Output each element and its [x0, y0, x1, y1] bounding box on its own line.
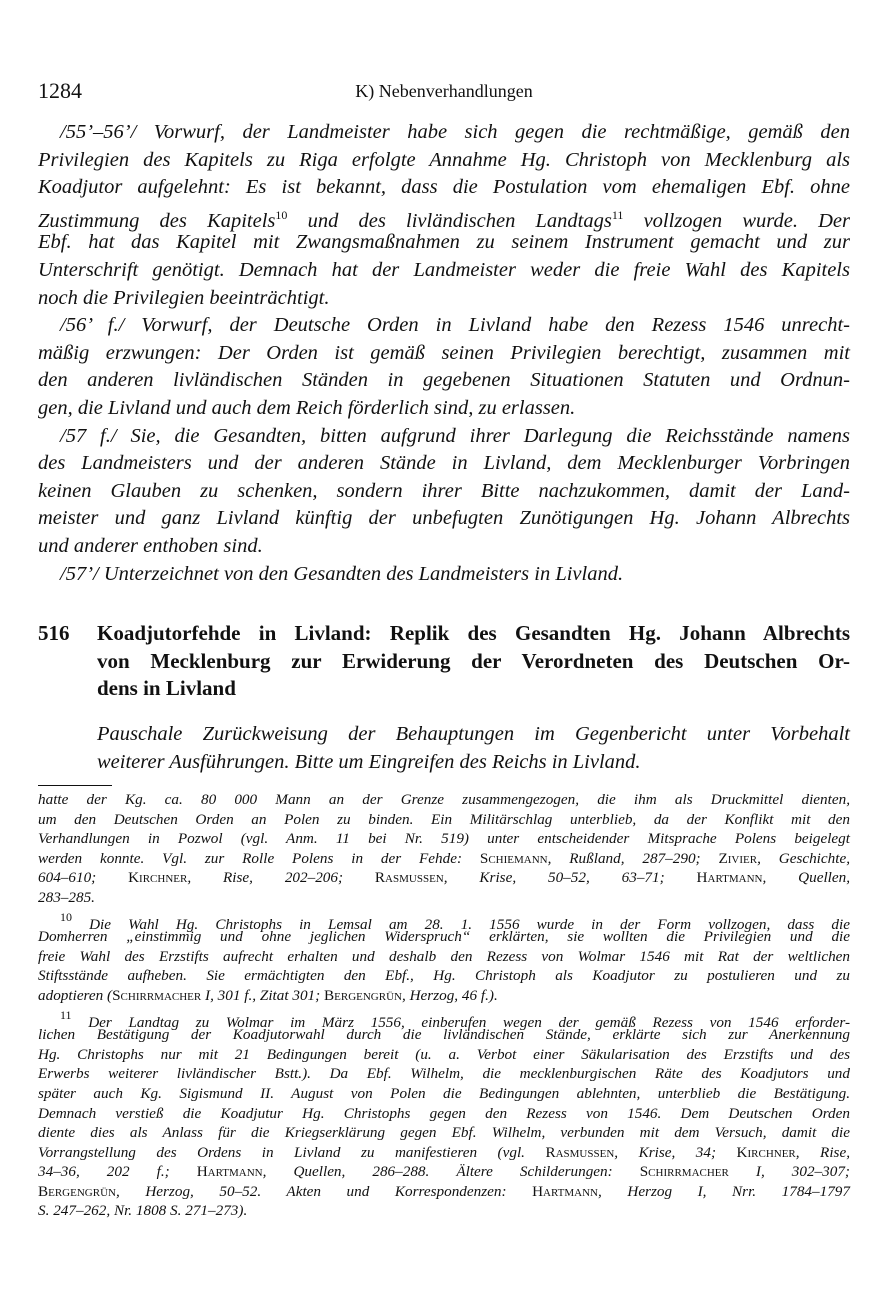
text-run: 34–36, 202 f.; — [38, 1163, 197, 1181]
author-name: Hartmann — [196, 1163, 263, 1181]
text-run: adoptieren ( — [38, 986, 113, 1004]
text-run: , Krise, 34; — [614, 1143, 737, 1161]
text-line — [97, 675, 850, 703]
text-line — [38, 849, 850, 869]
footnote-divider — [38, 785, 112, 786]
text-line — [38, 1123, 850, 1143]
text-run: Unterschrift genötigt. Demnach hat der Landmeister weder die freie Wahl des Kapitels — [38, 258, 850, 281]
text-run: den anderen livländischen Ständen in gegebenen Situationen Statuten und Ordnun- — [38, 369, 850, 392]
text-line — [38, 202, 850, 230]
text-run: Vorrangstellung des Ordens in Livland zu manifestieren (vgl. — [38, 1143, 546, 1161]
text-line — [38, 1201, 850, 1221]
text-run: und anderer enthoben sind. — [38, 534, 263, 557]
text-run: Hg. Christophs nur mit 21 Bedingungen bereit (u. a. Verbot einer Säkularisation des Erzstifts und des — [38, 1045, 850, 1063]
text-run: , Quellen, 286–288. Ältere Schilderungen: — [262, 1163, 640, 1181]
text-line — [38, 829, 850, 849]
author-name: Schiemann — [479, 849, 548, 867]
running-title: K) Nebenverhandlungen — [355, 81, 533, 101]
page-number: 1284 — [38, 78, 82, 103]
text-run: , Rise, 202–206; — [187, 869, 375, 887]
footnote-reference: 11 — [60, 1007, 72, 1022]
text-run: /56’ f./ Vorwurf, der Deutsche Orden in Livland habe den Rezess 1546 unrecht- — [60, 314, 850, 337]
footnotes — [38, 790, 850, 1221]
text-line — [38, 147, 850, 175]
document-heading — [38, 620, 850, 703]
page-header — [38, 78, 850, 108]
text-line — [38, 1104, 850, 1124]
text-line — [38, 505, 850, 533]
text-line — [38, 1182, 850, 1202]
main-text — [38, 119, 850, 588]
text-run: Domherren „einstimmig und ohne jeglichen Widerspruch“ erklärten, sie wollten die Privilegien und die — [38, 928, 850, 946]
text-run: Ebf. hat das Kapitel mit Zwangsmaßnahmen zu seinem Instrument gemacht und zur — [38, 231, 850, 254]
author-name: Bergengrün — [324, 986, 402, 1004]
author-name: Rasmussen — [374, 869, 444, 887]
text-line — [97, 749, 850, 777]
text-line — [38, 810, 850, 830]
text-line — [38, 888, 850, 908]
author-name: Hartmann — [532, 1182, 598, 1200]
text-line — [38, 312, 850, 340]
text-line — [38, 450, 850, 478]
text-run: , Herzog I, Nrr. 1784–1797 — [598, 1182, 850, 1200]
text-line — [38, 367, 850, 395]
text-line — [97, 721, 850, 749]
text-run: , Geschichte, — [757, 849, 850, 867]
author-name: Rasmussen — [545, 1143, 615, 1161]
text-line — [38, 1025, 850, 1045]
text-line — [38, 285, 850, 313]
text-line — [38, 119, 850, 147]
text-run: Der Landtag zu Wolmar im März 1556, einberufen wegen der gemäß Rezess von 1546 erforder- — [71, 1013, 850, 1031]
text-run: mäßig erzwungen: Der Orden ist gemäß seinen Privilegien berechtigt, zusammen mit — [38, 341, 850, 364]
text-line — [38, 1006, 850, 1031]
document-title — [97, 620, 850, 703]
author-name: Schirrmacher — [639, 1163, 729, 1181]
text-run: , Herzog, 46 f.). — [401, 986, 498, 1004]
text-line — [38, 1064, 850, 1084]
text-line — [38, 229, 850, 257]
text-run: Demnach verstieß die Koadjutur Hg. Christophs gegen den Rezess von 1546. Dem Deutschen Orden — [38, 1104, 850, 1122]
text-run: hatte der Kg. ca. 80 000 Mann an der Grenze zusammengezogen, die ihm als Druckmittel dienten, — [38, 791, 850, 808]
text-run: Pauschale Zurückweisung der Behauptungen im Gegenbericht unter Vorbehalt — [97, 723, 850, 745]
text-run: , Krise, 50–52, 63–71; — [443, 869, 697, 887]
text-run: um den Deutschen Orden an Polen zu binden. Ein Militärschlag unterblieb, da der Konflikt mit den — [38, 810, 850, 828]
text-run: werden konnte. Vgl. zur Rolle Polens in der Fehde: — [38, 849, 480, 867]
text-run: I, 302–307; — [728, 1163, 850, 1181]
text-line — [38, 478, 850, 506]
text-run: /55’–56’/ Vorwurf, der Landmeister habe sich gegen die rechtmäßige, gemäß den — [60, 121, 850, 143]
author-name: Zivier — [718, 849, 758, 867]
document-number: 516 — [38, 621, 70, 645]
author-name: Kirchner — [128, 869, 188, 887]
text-line — [38, 908, 850, 933]
text-line — [38, 1045, 850, 1065]
text-run: Erwerbs weiterer livländischer Bstt.). Da Ebf. Wilhelm, die mecklenburgischen Räte des Koadjutors und — [38, 1065, 850, 1083]
text-run: diente dies als Anlass für die Kriegserklärung gegen Ebf. Wilhelm, verbunden mit dem Versuch, damit die — [38, 1124, 850, 1142]
text-line — [38, 947, 850, 967]
text-run: , Rise, — [795, 1143, 850, 1161]
text-run: I, 301 f., Zitat 301; — [201, 986, 325, 1004]
text-run: Koadjutorfehde in Livland: Replik des Gesandten Hg. Johann Albrechts — [97, 621, 850, 645]
text-line — [38, 533, 850, 561]
author-name: Schirrmacher — [112, 986, 202, 1004]
text-line — [97, 620, 850, 648]
footnote-reference: 10 — [60, 909, 72, 924]
text-run: vollzogen wurde. Der — [623, 209, 851, 232]
text-line — [38, 868, 850, 888]
text-run: Zustimmung des Kapitels — [38, 209, 276, 232]
text-line — [38, 340, 850, 368]
text-run: Die Wahl Hg. Christophs in Lemsal am 28. 1. 1556 wurde in der Form vollzogen, dass die — [72, 915, 850, 933]
text-run: Verhandlungen in Pozwol (vgl. Anm. 11 bei Nr. 519) unter entscheidender Mitsprache Polens beigelegt — [38, 830, 850, 848]
text-line — [38, 790, 850, 810]
text-run: /57’/ Unterzeichnet von den Gesandten des Landmeisters in Livland. — [60, 562, 624, 585]
text-run: , Herzog, 50–52. Akten und Korrespondenzen: — [115, 1182, 533, 1200]
text-run: , Quellen, — [762, 869, 851, 887]
text-line — [38, 423, 850, 451]
text-run: und des livländischen Landtags — [287, 209, 612, 232]
author-name: Hartmann — [696, 869, 763, 887]
text-line — [38, 395, 850, 423]
text-run: noch die Privilegien beeinträchtigt. — [38, 286, 330, 309]
text-run: /57 f./ Sie, die Gesandten, bitten aufgrund ihrer Darlegung die Reichsstände namens — [60, 424, 850, 447]
author-name: Kirchner — [736, 1143, 796, 1161]
text-run: lichen Bestätigung der Koadjutorwahl durch die livländischen Stände, erklärte sich zur Anerkennung — [38, 1026, 850, 1044]
text-run: weiterer Ausführungen. Bitte um Eingreifen des Reichs in Livland. — [97, 750, 641, 773]
text-line — [38, 174, 850, 202]
footnote-reference: 10 — [275, 207, 288, 222]
text-run: dens in Livland — [97, 676, 236, 701]
text-run: gen, die Livland und auch dem Reich förderlich sind, zu erlassen. — [38, 396, 576, 419]
text-run: , Rußland, 287–290; — [547, 849, 719, 867]
text-line — [38, 561, 850, 589]
text-run: Stiftsstände aufheben. Sie ermächtigten den Ebf., Hg. Christoph als Koadjutor zu postulieren und zu — [38, 967, 850, 985]
text-line — [38, 1162, 850, 1182]
text-line — [38, 927, 850, 947]
text-line — [38, 1084, 850, 1104]
text-line — [38, 257, 850, 285]
text-line — [38, 1143, 850, 1163]
text-run: später auch Kg. Sigismund II. August von Polen die Bedingungen ablehnten, unterblieb die Bestätigung. — [38, 1084, 850, 1102]
text-run: Koadjutor aufgelehnt: Es ist bekannt, dass die Postulation vom ehemaligen Ebf. ohne — [38, 176, 850, 199]
text-line — [97, 648, 850, 676]
text-run: von Mecklenburg zur Erwiderung der Verordneten des Deutschen Or- — [97, 648, 850, 673]
text-run: 604–610; — [38, 869, 129, 887]
author-name: Bergengrün — [38, 1182, 116, 1200]
text-run: meister und ganz Livland künftig der unbefugten Zunötigungen Hg. Johann Albrechts — [38, 507, 850, 530]
text-run: des Landmeisters und der anderen Stände in Livland, dem Mecklenburger Vorbringen — [38, 452, 850, 475]
text-run: 283–285. — [38, 888, 95, 906]
text-run: freie Wahl des Erzstifts aufrecht erhalten und deshalb den Rezess von Wolmar 1546 mit Rat der weltlichen — [38, 947, 850, 965]
footnote-reference: 11 — [611, 207, 624, 222]
text-run: S. 247–262, Nr. 1808 S. 271–273). — [38, 1202, 248, 1220]
text-run: Privilegien des Kapitels zu Riga erfolgte Annahme Hg. Christoph von Mecklenburg als — [38, 148, 850, 171]
text-line — [38, 966, 850, 986]
document-summary — [97, 721, 850, 776]
text-line — [38, 986, 850, 1006]
text-run: keinen Glauben zu schenken, sondern ihrer Bitte nachzukommen, damit der Land- — [38, 479, 850, 502]
